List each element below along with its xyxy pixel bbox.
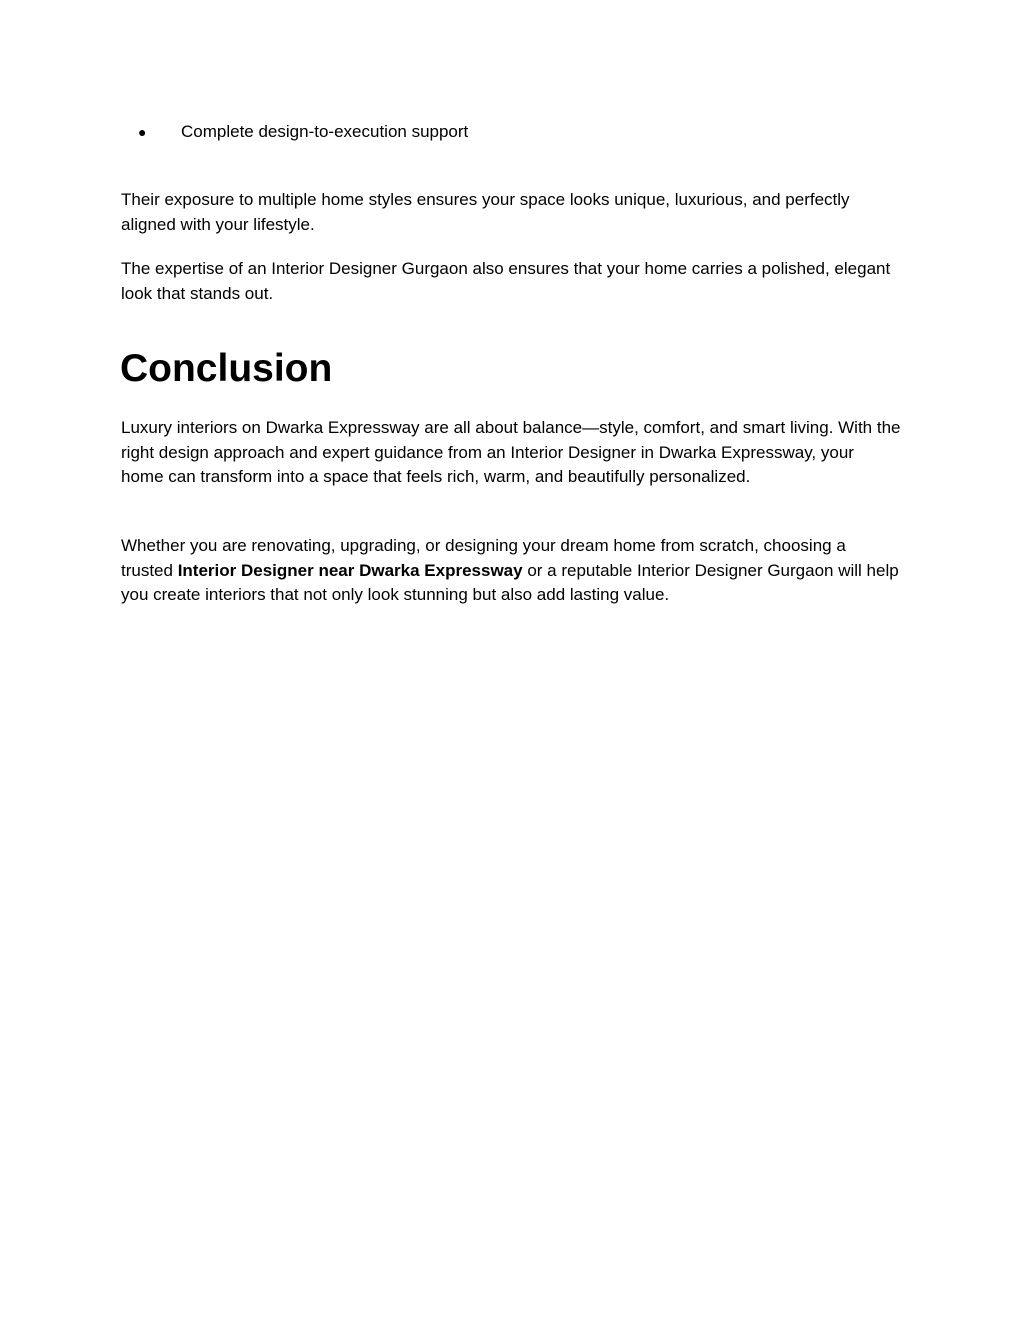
paragraph-expertise: The expertise of an Interior Designer Gurgaon also ensures that your home carries a polished, elegant look that stands out.: [121, 259, 891, 303]
bullet-icon: ●: [138, 124, 147, 140]
text: Whether you are renovating, upgrading, or designing your dream home from scratch, choosing a trusted: [121, 536, 846, 580]
paragraph-luxury: Luxury interiors on Dwarka Expressway are all about balance—style, comfort, and smart living. With the right design approach and expert guidance from an Interior Designer in Dwarka Expressway, your home can transform into a space that feels rich, warm, and beautifully personalized.: [121, 418, 901, 486]
text: or a reputable Interior Designer Gurgaon will help you create interiors that not only look stunning but also add lasting value.: [121, 560, 899, 604]
paragraph-whether: [121, 534, 901, 608]
bullet-text: Complete design-to-execution support: [181, 122, 469, 141]
heading-conclusion: Conclusion: [120, 347, 333, 390]
bold-link-text: Interior Designer near Dwarka Expressway: [177, 560, 523, 580]
paragraph-exposure: Their exposure to multiple home styles ensures your space looks unique, luxurious, and perfectly aligned with your lifestyle.: [121, 190, 850, 234]
